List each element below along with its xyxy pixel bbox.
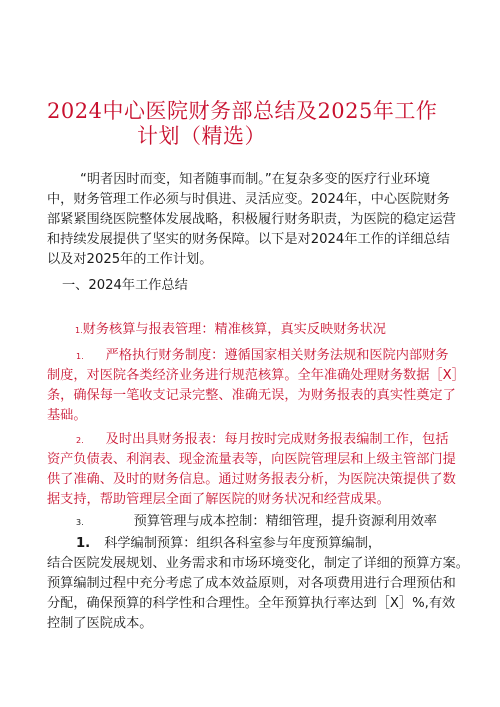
sub-item-line — [76, 534, 496, 553]
document-title-line-2: 计划（精选） — [137, 124, 266, 148]
sub-item-line — [76, 430, 496, 450]
sub-item-line: 条，确保每一笔收支记录完整、准确无误，为财务报表的真实性奠定了 — [47, 388, 456, 403]
sub-item-line: 分配，确保预算的科学性和合理性。全年预算执行率达到［X］%,有效 — [47, 596, 456, 611]
item-heading — [75, 320, 495, 340]
sub-item-line: 预算编制过程中充分考虑了成本效益原则，对各项费用进行合理预估和 — [47, 576, 456, 591]
item-heading-text: 预算管理与成本控制：精细管理，提升资源利用效率 — [133, 514, 437, 529]
sub-item-line: 结合医院发展规划、业务需求和市场环境变化，制定了详细的预算方案。 — [47, 556, 469, 571]
sub-item-number: 1. — [76, 536, 91, 551]
sub-item-number: 2. — [76, 436, 84, 445]
item-number: 3. — [76, 518, 84, 527]
sub-item-line: 资产负债表、利润表、现金流量表等，向医院管理层和上级主管部门提 — [47, 452, 456, 467]
sub-item-text: 严格执行财务制度：遵循国家相关财务法规和医院内部财务 — [105, 348, 449, 363]
intro-line: 部紧紧围绕医院整体发展战略，积极履行财务职责，为医院的稳定运营 — [47, 212, 456, 227]
sub-item-line — [76, 346, 496, 366]
sub-item-line: 据支持，帮助管理层全面了解医院的财务状况和经营成果。 — [47, 492, 390, 507]
sub-item-number: 1. — [76, 352, 84, 361]
intro-line: 以及对2025年的工作计划。 — [47, 252, 213, 267]
intro-line: 和持续发展提供了坚实的财务保障。以下是对2024年工作的详细总结 — [47, 232, 450, 247]
item-number: 1. — [75, 326, 83, 335]
document-title-line-1: 2024中心医院财务部总结及2025年工作 — [47, 99, 438, 123]
sub-item-line: 控制了医院成本。 — [47, 616, 153, 631]
sub-item-text: 及时出具财务报表：每月按时完成财务报表编制工作，包括 — [105, 432, 449, 447]
intro-line: “明者因时而变，知者随事而制。”在复杂多变的医疗行业环境 — [80, 172, 430, 187]
section-heading: 一、2024年工作总结 — [62, 278, 188, 293]
sub-item-text: 科学编制预算：组织各科室参与年度预算编制， — [104, 536, 382, 551]
item-heading-text: 财务核算与报表管理：精准核算，真实反映财务状况 — [82, 322, 386, 337]
sub-item-line: 制度，对医院各类经济业务进行规范核算。全年准确处理财务数据［X］ — [47, 368, 465, 383]
item-heading — [76, 512, 496, 532]
sub-item-line: 供了准确、及时的财务信息。通过财务报表分析，为医院决策提供了数 — [47, 472, 456, 487]
intro-line: 中，财务管理工作必须与时俱进、灵活应变。2024年，中心医院财务 — [47, 192, 450, 207]
sub-item-line: 基础。 — [47, 408, 87, 423]
